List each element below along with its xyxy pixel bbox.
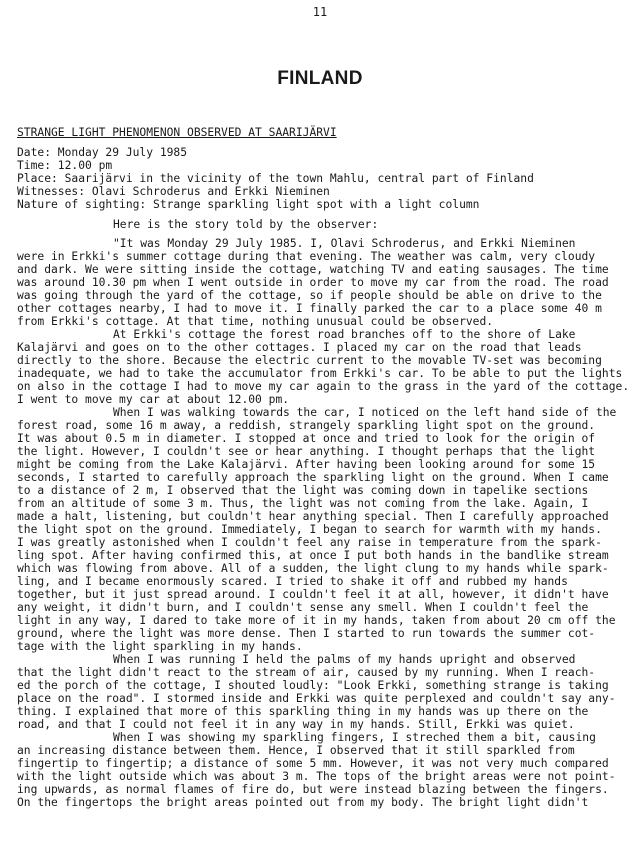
text-line: was around 10.30 pm when I went outside in order to move my car from the road. The road bbox=[17, 276, 609, 289]
text-line: ing upwards, as normal flames of fire do, but were instead blazing between the fingers. bbox=[17, 783, 609, 796]
meta-witnesses: Witnesses: Olavi Schroderus and Erkki Nieminen bbox=[17, 185, 330, 198]
text-line: which was flowing from above. All of a sudden, the light clung to my hands while spark- bbox=[17, 562, 609, 575]
text-line: on also in the cottage I had to move my car again to the grass in the yard of the cottage. bbox=[17, 380, 630, 393]
text-line: ground, where the light was more dense. Then I started to run towards the summer cot- bbox=[17, 627, 596, 640]
text-line: On the fingertops the bright areas pointed out from my body. The bright light didn't bbox=[17, 796, 589, 809]
text-line: I was greatly astonished when I couldn't feel any raise in temperature from the spark- bbox=[17, 536, 602, 549]
text-line: to a distance of 2 m, I observed that the light was coming down in tapelike sections bbox=[17, 484, 589, 497]
text-line: I went to move my car at about 12.00 pm. bbox=[17, 393, 290, 406]
text-line: Kalajärvi and goes on to the other cottages. I placed my car on the road that leads bbox=[17, 341, 582, 354]
text-line: ed the porch of the cottage, I shouted loudly: "Look Erkki, something strange is taking bbox=[17, 679, 609, 692]
text-line: directly to the shore. Because the electric current to the movable TV-set was becoming bbox=[17, 354, 602, 367]
text-line: light in any way, I dared to take more of it in my hands, taken from about 20 cm off the bbox=[17, 614, 616, 627]
text-line: was going through the yard of the cottage, so if people should be able on drive to the bbox=[17, 289, 602, 302]
meta-date: Date: Monday 29 July 1985 bbox=[17, 146, 188, 159]
text-line: It was about 0.5 m in diameter. I stopped at once and tried to look for the origin of bbox=[17, 432, 596, 445]
text-line: with the light outside which was about 3 m. The tops of the bright areas were not point- bbox=[17, 770, 616, 783]
text-line: ling spot. After having confirmed this, at once I put both hands in the bandlike stream bbox=[17, 549, 609, 562]
page-number: 11 bbox=[312, 5, 328, 19]
text-line: road, and that I could not feel it in any way in my hands. Still, Erkki was quiet. bbox=[17, 718, 575, 731]
text-line: ling, and I became enormously scared. I tried to shake it off and rubbed my hands bbox=[17, 575, 568, 588]
text-line: that the light didn't react to the stream of air, caused by my running. When I reach- bbox=[17, 666, 596, 679]
story-intro: Here is the story told by the observer: bbox=[113, 218, 379, 231]
text-line: At Erkki's cottage the forest road branches off to the shore of Lake bbox=[113, 328, 576, 341]
text-line: seconds, I started to carefully approach the sparkling light on the ground. When I came bbox=[17, 471, 609, 484]
text-line: from Erkki's cottage. At that time, nothing unusual could be observed. bbox=[17, 315, 494, 328]
article-title: STRANGE LIGHT PHENOMENON OBSERVED AT SAARIJÄRVI bbox=[17, 126, 337, 139]
text-line: made a halt, listening, but couldn't hear anything special. Then I carefully approached bbox=[17, 510, 609, 523]
text-line: and dark. We were sitting inside the cottage, watching TV and eating sausages. The time bbox=[17, 263, 609, 276]
text-line: might be coming from the Lake Kalajärvi. After having been looking around for some 15 bbox=[17, 458, 596, 471]
meta-nature: Nature of sighting: Strange sparkling light spot with a light column bbox=[17, 198, 480, 211]
text-line: thing. I explained that more of this sparkling thing in my hands was up there on the bbox=[17, 705, 589, 718]
meta-place: Place: Saarijärvi in the vicinity of the town Mahlu, central part of Finland bbox=[17, 172, 534, 185]
text-line: tage with the light sparkling in my hands. bbox=[17, 640, 303, 653]
text-line: When I was showing my sparkling fingers, I streched them a bit, causing bbox=[113, 731, 596, 744]
article-body bbox=[17, 126, 635, 809]
text-line: an increasing distance between them. Hence, I observed that it still sparkled from bbox=[17, 744, 575, 757]
text-line: other cottages nearby, I had to move it. I finally parked the car to a place some 40 m bbox=[17, 302, 602, 315]
text-line: together, but it just spread around. I couldn't feel it at all, however, it didn't have bbox=[17, 588, 609, 601]
text-line: "It was Monday 29 July 1985. I, Olavi Schroderus, and Erkki Nieminen bbox=[113, 237, 576, 250]
text-line: fingertip to fingertip; a distance of some 5 mm. However, it was not very much compared bbox=[17, 757, 609, 770]
text-line: from an altitude of some 3 m. Thus, the light was not coming from the lake. Again, I bbox=[17, 497, 589, 510]
text-line: any weight, it didn't burn, and I couldn't sense any smell. When I couldn't feel the bbox=[17, 601, 589, 614]
text-line: place on the road". I stormed inside and Erkki was quite perplexed and couldn't say any- bbox=[17, 692, 616, 705]
story-text bbox=[17, 237, 635, 809]
text-line: forest road, some 16 m away, a reddish, strangely sparkling light spot on the ground. bbox=[17, 419, 596, 432]
text-line: the light spot on the ground. Immediately, I began to search for warmth with my hands. bbox=[17, 523, 602, 536]
meta-time: Time: 12.00 pm bbox=[17, 159, 113, 172]
text-line: inadequate, we had to take the accumulator from Erkki's car. To be able to put the lights bbox=[17, 367, 623, 380]
text-line: the light. However, I couldn't see or hear anything. I thought perhaps that the light bbox=[17, 445, 596, 458]
country-heading: FINLAND bbox=[277, 68, 363, 89]
text-line: When I was running I held the palms of my hands upright and observed bbox=[113, 653, 576, 666]
text-line: were in Erkki's summer cottage during that evening. The weather was calm, very cloudy bbox=[17, 250, 596, 263]
text-line: When I was walking towards the car, I noticed on the left hand side of the bbox=[113, 406, 617, 419]
sighting-details bbox=[17, 146, 635, 211]
